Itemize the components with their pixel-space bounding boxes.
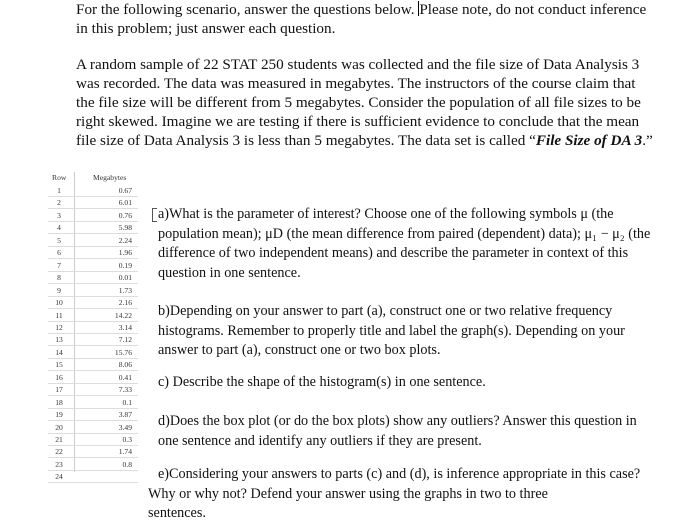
table-row — [48, 273, 148, 282]
scenario-end: .” — [642, 132, 653, 149]
megabytes-value: 0.19 — [118, 260, 132, 270]
row-gridline — [48, 470, 138, 471]
row-gridline — [48, 383, 138, 384]
row-number: 11 — [55, 310, 63, 320]
megabytes-value: 6.01 — [118, 198, 132, 208]
row-gridline — [48, 408, 138, 409]
cell-selection-bracket — [152, 208, 157, 222]
megabytes-value: 8.06 — [118, 360, 132, 370]
megabytes-value: 0.3 — [122, 435, 132, 444]
table-row — [48, 360, 148, 369]
table-row — [48, 311, 148, 320]
row-gridline — [48, 345, 138, 346]
row-gridline — [48, 296, 138, 297]
megabytes-value: 0.76 — [118, 210, 132, 220]
scenario-text: A random sample of 22 STAT 250 students was collected and the file size of Data Analysis 3 was recorded. The data was measured in megabytes. The instructors of the course claim that the file size will be different from 5 megabytes. Consider the population of all file sizes to be right skewed. Imagine we are testing if there is sufficient evidence to conclude that the mean file size of Data Analysis 3 is less than 5 megabytes. The data set is called “ — [76, 56, 641, 149]
row-gridline — [48, 420, 138, 421]
table-row — [48, 211, 148, 220]
megabytes-value: 1.96 — [118, 248, 132, 258]
megabytes-value: 0.67 — [118, 186, 132, 195]
table-row — [48, 385, 148, 394]
question-e-text: e)Considering your answers to parts (c) and (d), is inference appropriate in this case? Why or why not? Defend your answer using the graphs in two to three — [148, 466, 641, 502]
row-gridline — [48, 433, 138, 434]
row-number: 5 — [57, 235, 61, 245]
row-gridline — [48, 358, 138, 359]
megabytes-value: 0.41 — [118, 372, 132, 382]
table-row — [48, 261, 148, 270]
table-row — [48, 348, 148, 357]
row-number: 23 — [55, 459, 63, 469]
row-gridline — [48, 370, 138, 371]
table-row — [48, 298, 148, 307]
row-gridline — [48, 395, 138, 396]
column-header-megabytes: Megabytes — [93, 173, 127, 182]
megabytes-value: 0.01 — [118, 273, 132, 283]
row-number: 20 — [55, 422, 63, 432]
row-gridline — [48, 457, 138, 458]
row-number: 9 — [57, 285, 61, 295]
row-number: 1 — [57, 186, 61, 195]
row-number: 10 — [55, 298, 63, 308]
row-gridline — [48, 445, 138, 446]
row-gridline — [48, 308, 138, 309]
megabytes-value: 3.87 — [118, 410, 132, 420]
megabytes-value: 14.22 — [114, 310, 132, 320]
row-gridline — [48, 221, 138, 222]
megabytes-value: 0.8 — [122, 459, 132, 469]
megabytes-value: 3.49 — [118, 422, 132, 432]
intro-instructions — [76, 0, 656, 38]
row-number: 19 — [55, 410, 63, 420]
table-row — [48, 460, 148, 469]
row-number: 18 — [55, 397, 63, 407]
megabytes-value: 1.74 — [118, 447, 132, 457]
row-number: 15 — [55, 360, 63, 370]
table-row — [48, 248, 148, 257]
megabytes-value: 2.16 — [118, 298, 132, 308]
megabytes-value: 7.12 — [118, 335, 132, 345]
row-number: 21 — [55, 435, 63, 444]
row-number: 14 — [55, 347, 63, 357]
row-number: 2 — [57, 198, 61, 208]
intro-line-1: For the following scenario, answer the questions below. — [76, 1, 415, 18]
table-row — [48, 335, 148, 344]
table-row — [48, 423, 148, 432]
row-number: 4 — [57, 223, 61, 233]
table-row — [48, 286, 148, 295]
row-number: 3 — [57, 210, 61, 220]
question-e — [148, 465, 658, 524]
row-gridline — [48, 271, 138, 272]
table-row — [48, 323, 148, 332]
dataset-name: File Size of DA 3 — [535, 132, 643, 149]
row-number: 16 — [55, 372, 63, 382]
question-d: d)Does the box plot (or do the box plots) show any outliers? Answer this question in one sentence and identify any outliers if they are present. — [158, 413, 637, 449]
column-header-row: Row — [52, 173, 67, 182]
row-number: 12 — [55, 322, 63, 332]
question-a: a)What is the parameter of interest? Choose one of the following symbols μ (the population mean); μD (the mean difference from paired (dependent) data); μ₁ − μ₂ (the difference of two independent means) and describe the parameter in context of this question in one sentence. — [158, 206, 651, 281]
table-row — [48, 447, 148, 456]
intro-line-2: Please note, do not conduct inference in this problem; just answer each question. — [76, 1, 647, 37]
table-row — [48, 435, 148, 444]
question-b: b)Depending on your answer to part (a), construct one or two relative frequency histograms. Remember to properly title and label the graph(s). Depending on your answer to part (a), construct one or two box plots. — [158, 303, 625, 359]
row-number: 6 — [57, 248, 61, 258]
table-row — [48, 186, 148, 195]
row-number: 7 — [57, 260, 61, 270]
question-c: c) Describe the shape of the histogram(s) in one sentence. — [158, 374, 486, 390]
row-gridline — [48, 482, 138, 483]
row-gridline — [48, 196, 138, 197]
row-gridline — [48, 233, 138, 234]
row-number: 22 — [55, 447, 63, 457]
row-gridline — [48, 321, 138, 322]
table-row — [48, 236, 148, 245]
megabytes-value: 1.73 — [118, 285, 132, 295]
row-gridline — [48, 258, 138, 259]
row-gridline — [48, 246, 138, 247]
megabytes-value: 15.76 — [114, 347, 132, 357]
table-row — [48, 223, 148, 232]
table-row — [48, 198, 148, 207]
row-gridline — [48, 283, 138, 284]
megabytes-value: 2.24 — [118, 235, 132, 245]
megabytes-value: 0.1 — [122, 397, 132, 407]
row-gridline — [48, 333, 138, 334]
megabytes-value: 7.33 — [118, 385, 132, 395]
megabytes-value: 5.98 — [118, 223, 132, 233]
row-number: 8 — [57, 273, 61, 283]
row-number: 17 — [55, 385, 63, 395]
question-e-end: sentences. — [148, 505, 206, 522]
table-row — [48, 373, 148, 382]
row-number: 13 — [55, 335, 63, 345]
table-row — [48, 398, 148, 407]
row-gridline — [48, 208, 138, 209]
table-row — [48, 410, 148, 419]
row-number: 24 — [55, 472, 63, 482]
megabytes-value: 3.14 — [118, 322, 132, 332]
scenario-paragraph — [76, 55, 656, 150]
table-row — [48, 472, 148, 481]
